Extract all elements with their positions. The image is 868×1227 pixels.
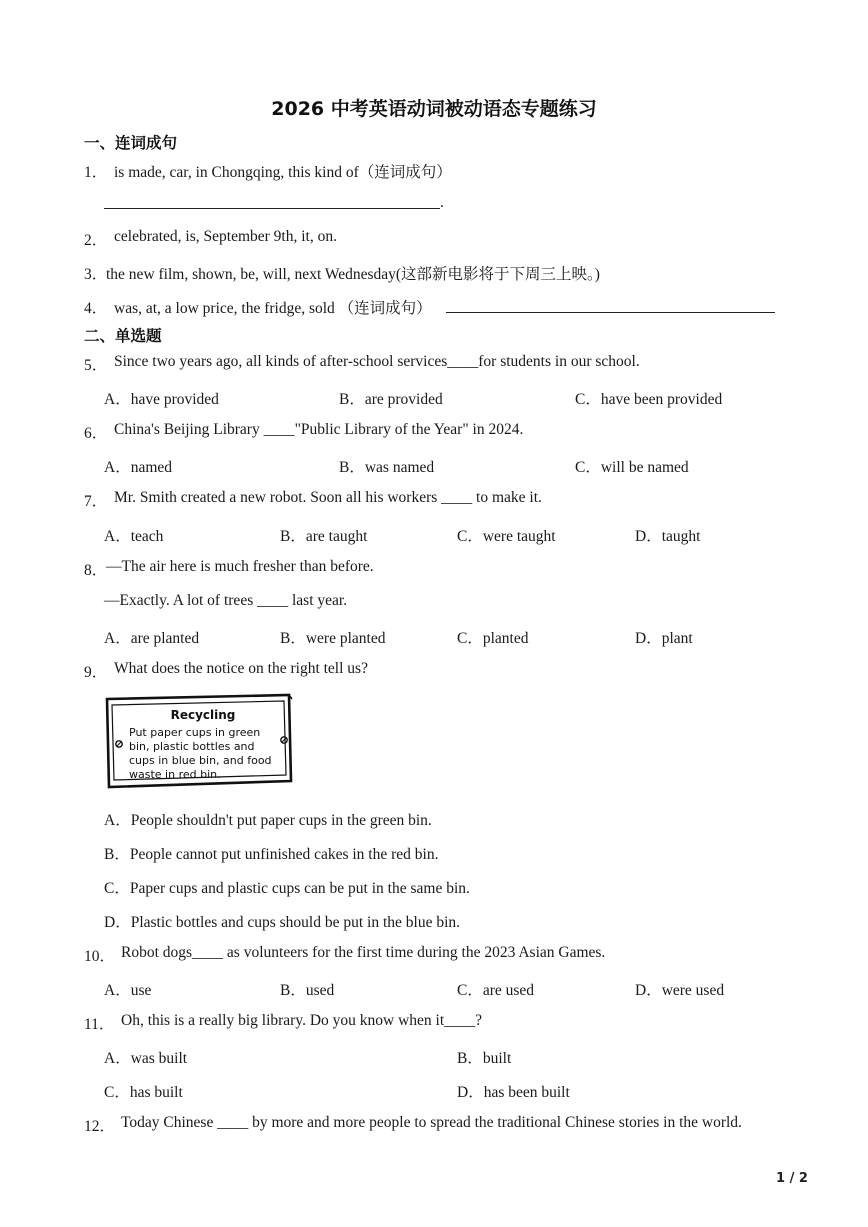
option-b[interactable]: B．People cannot put unfinished cakes in the red bin.	[104, 846, 439, 863]
question-number: 6．	[84, 425, 108, 442]
page-title: 2026 中考英语动词被动语态专题练习	[271, 98, 597, 120]
option-c[interactable]: C．has built	[104, 1084, 183, 1101]
answer-blank[interactable]	[446, 312, 775, 313]
recycling-notice-image	[103, 693, 293, 787]
option-c[interactable]: C．Paper cups and plastic cups can be put in the same bin.	[104, 880, 470, 897]
notice-title: Recycling	[170, 708, 236, 722]
question-number: 5．	[84, 357, 108, 374]
option-a[interactable]: A．People shouldn't put paper cups in the green bin.	[104, 812, 432, 829]
option-c[interactable]: C．planted	[457, 630, 529, 647]
question-text: celebrated, is, September 9th, it, on.	[114, 228, 337, 245]
question-number: 1．	[84, 164, 108, 181]
option-b[interactable]: B．used	[280, 982, 335, 999]
option-a[interactable]: A．teach	[104, 528, 164, 545]
question-text: Since two years ago, all kinds of after-school services____for students in our school.	[114, 353, 640, 370]
option-b[interactable]: B．are provided	[339, 391, 443, 408]
option-c[interactable]: C．will be named	[575, 459, 689, 476]
question-text: Today Chinese ____ by more and more people to spread the traditional Chinese stories in the world.	[121, 1114, 742, 1131]
option-b[interactable]: B．were planted	[280, 630, 386, 647]
option-c[interactable]: C．are used	[457, 982, 535, 999]
question-text: Mr. Smith created a new robot. Soon all his workers ____ to make it.	[114, 489, 542, 506]
option-c[interactable]: C．were taught	[457, 528, 556, 545]
answer-blank[interactable]	[104, 208, 440, 209]
option-d[interactable]: D．plant	[635, 630, 693, 647]
option-b[interactable]: B．was named	[339, 459, 435, 476]
question-number: 9．	[84, 664, 108, 681]
question-number: 12．	[84, 1118, 116, 1135]
question-text: the new film, shown, be, will, next Wednesday(这部新电影将于下周三上映。)	[106, 266, 600, 283]
page-number: 1 / 2	[776, 1171, 808, 1186]
section-heading-multiple-choice: 二、单选题	[84, 327, 162, 345]
answer-period: .	[440, 194, 444, 211]
option-d[interactable]: D．has been built	[457, 1084, 570, 1101]
question-number: 7．	[84, 493, 108, 510]
option-a[interactable]: A．are planted	[104, 630, 200, 647]
option-d[interactable]: D．were used	[635, 982, 725, 999]
option-b[interactable]: B．are taught	[280, 528, 368, 545]
question-number: 11．	[84, 1016, 115, 1033]
question-text: Robot dogs____ as volunteers for the first time during the 2023 Asian Games.	[121, 944, 606, 961]
question-text: China's Beijing Library ____"Public Library of the Year" in 2024.	[114, 421, 524, 438]
section-heading-sentence-building: 一、连词成句	[84, 134, 178, 152]
notice-body: Put paper cups in green bin, plastic bottles and cups in blue bin, and food waste in red bin.	[129, 726, 272, 781]
question-number: 3．	[84, 266, 108, 283]
question-text: Oh, this is a really big library. Do you know when it____?	[121, 1012, 483, 1029]
question-text: —The air here is much fresher than before.	[106, 558, 374, 575]
question-number: 8．	[84, 562, 108, 579]
option-b[interactable]: B．built	[457, 1050, 512, 1067]
option-a[interactable]: A．have provided	[104, 391, 219, 408]
option-d[interactable]: D．taught	[635, 528, 701, 545]
option-d[interactable]: D．Plastic bottles and cups should be put in the blue bin.	[104, 914, 461, 931]
question-text-reply: —Exactly. A lot of trees ____ last year.	[104, 592, 348, 609]
option-a[interactable]: A．use	[104, 982, 152, 999]
option-a[interactable]: A．was built	[104, 1050, 188, 1067]
question-text: What does the notice on the right tell us?	[114, 660, 368, 677]
option-a[interactable]: A．named	[104, 459, 173, 476]
option-c[interactable]: C．have been provided	[575, 391, 723, 408]
question-text: was, at, a low price, the fridge, sold （连词成句）	[114, 300, 432, 317]
question-text: is made, car, in Chongqing, this kind of（连词成句）	[114, 164, 452, 181]
question-number: 2．	[84, 232, 108, 249]
question-number: 10．	[84, 948, 116, 965]
question-number: 4．	[84, 300, 108, 317]
